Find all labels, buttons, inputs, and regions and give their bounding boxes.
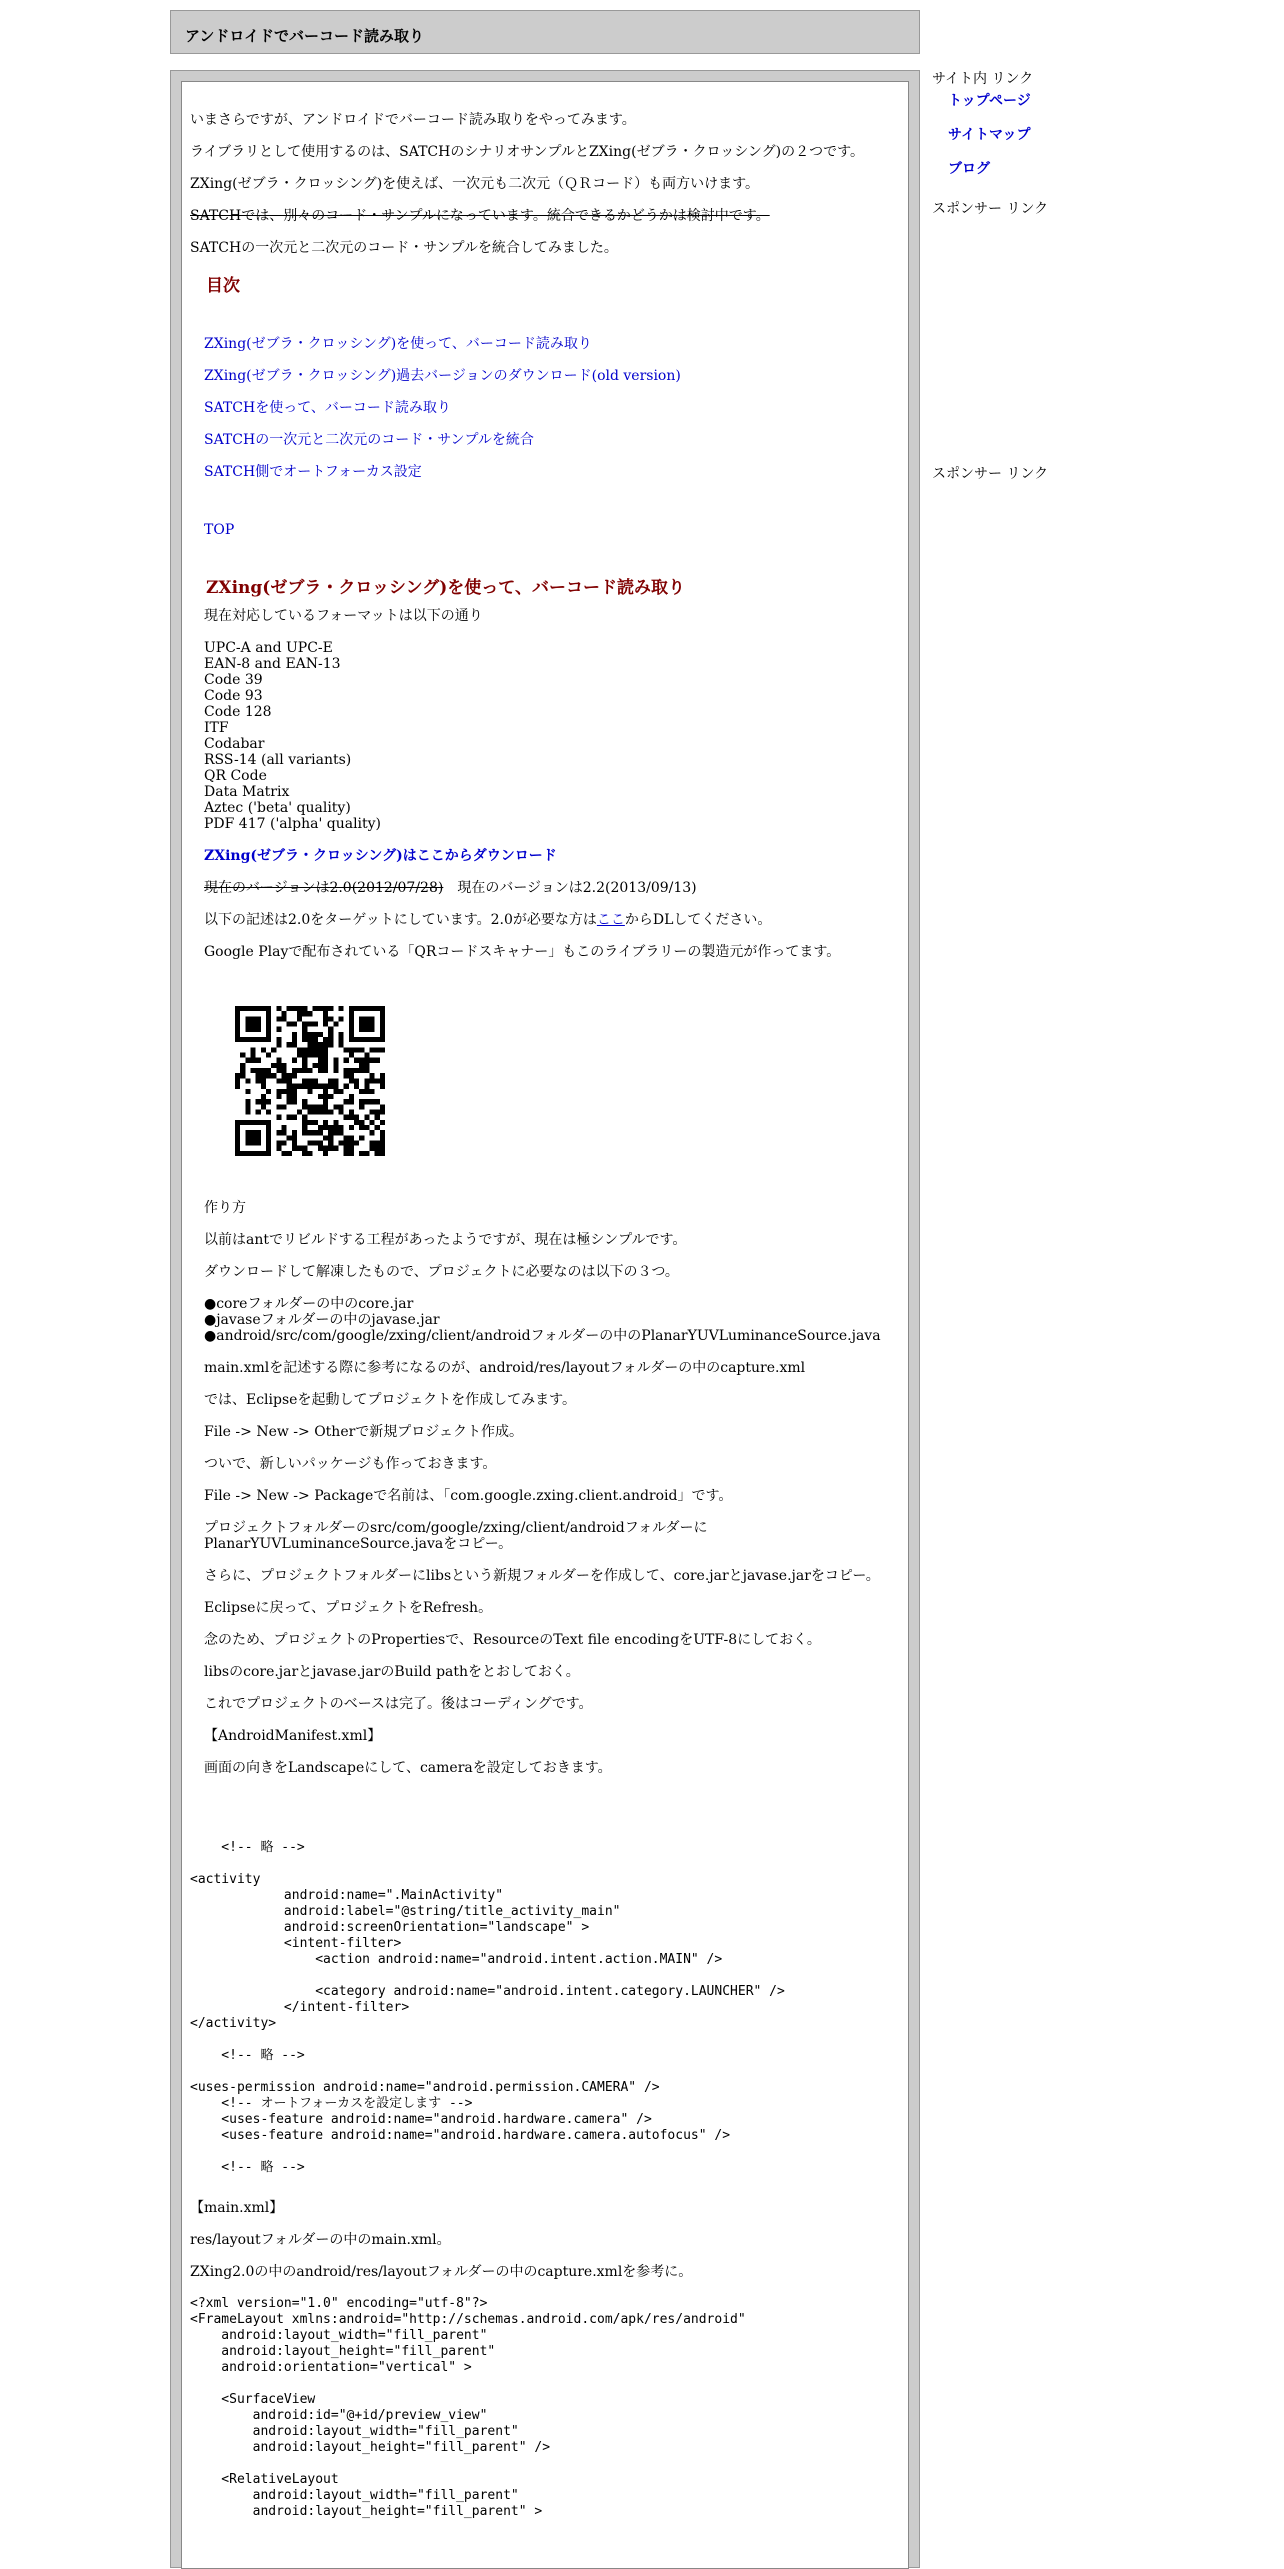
sidebar-link-sitemap[interactable]: サイトマップ	[948, 127, 1031, 143]
howto-step: さらに、プロジェクトフォルダーにlibsという新規フォルダーを作成して、core.jarとjavase.jarをコピー。	[204, 1568, 880, 1584]
google-play-note: Google Playで配布されている「QRコードスキャナー」もこのライブラリーの製造元が作ってます。	[204, 944, 841, 960]
new-version: 現在のバージョンは2.2(2013/09/13)	[443, 880, 697, 896]
toc-link-satch[interactable]: SATCHを使って、バーコード読み取り	[204, 400, 451, 416]
toc-link-zxing-old[interactable]: ZXing(ゼブラ・クロッシング)過去バージョンのダウンロード(old version)	[204, 368, 681, 384]
howto-step: Eclipseに戻って、プロジェクトをRefresh。	[204, 1600, 493, 1616]
howto-step: libsのcore.jarとjavase.jarのBuild pathをとおしておく。	[204, 1664, 580, 1680]
howto-step: ついで、新しいパッケージも作っておきます。	[204, 1456, 497, 1472]
format-item: EAN-8 and EAN-13	[204, 656, 341, 672]
howto-line: 以前はantでリビルドする工程があったようですが、現在は極シンプルです。	[204, 1232, 687, 1248]
toc-heading: 目次	[206, 276, 240, 296]
qr-code-image	[235, 1006, 385, 1156]
site-links-label: サイト内 リンク	[932, 71, 1034, 87]
howto-step: File -> New -> Packageで名前は、「com.google.zxing.client.android」です。	[204, 1488, 733, 1504]
howto-step: main.xmlを記述する際に参考になるのが、android/res/layoutフォルダーの中のcapture.xml	[204, 1360, 806, 1376]
howto-step: プロジェクトフォルダーのsrc/com/google/zxing/client/androidフォルダーにPlanarYUVLuminanceSource.javaをコピー。	[204, 1520, 708, 1552]
format-item: QR Code	[204, 768, 267, 784]
old-version-download-link[interactable]: ここ	[596, 912, 625, 928]
sponsor-label: スポンサー リンク	[932, 466, 1049, 482]
toc-link-satch-merge[interactable]: SATCHの一次元と二次元のコード・サンプルを統合	[204, 432, 534, 448]
toc-link-zxing[interactable]: ZXing(ゼブラ・クロッシング)を使って、バーコード読み取り	[204, 336, 592, 352]
file-item: ●javaseフォルダーの中のjavase.jar	[204, 1312, 440, 1328]
page-title: アンドロイドでバーコード読み取り	[185, 27, 424, 45]
howto-title: 作り方	[204, 1200, 246, 1216]
format-list	[204, 640, 900, 832]
intro-paragraph: いまさらですが、アンドロイドでバーコード読み取りをやってみます。	[190, 112, 636, 128]
format-item: Code 93	[204, 688, 263, 704]
manifest-code-block: <!-- 略 --> <activity android:name=".MainActivity" android:label="@string/title_activity_main" android:screenOrientation="landscape" > <intent-filter> <action android:name="android.intent.action.MAIN" /> <category android:name="android.intent.category.LAUNCHER" /> </intent-filter> </activity> <!-- 略 --> <uses-permission android:name="android.permission.CAMERA" /> <!-- オートフォーカスを設定します --> <uses-feature android:name="android.hardware.camera" /> <uses-feature android:name="android.hardware.camera.autofocus" /> <!-- 略 -->	[190, 1840, 785, 2175]
howto-step: では、Eclipseを起動してプロジェクトを作成してみます。	[204, 1392, 577, 1408]
intro-paragraph: ZXing(ゼブラ・クロッシング)を使えば、一次元も二次元（ＱＲコード）も両方いけます。	[190, 176, 760, 192]
mainxml-title: 【main.xml】	[190, 2200, 284, 2216]
howto-line: ダウンロードして解凍したもので、プロジェクトに必要なのは以下の３つ。	[204, 1264, 679, 1280]
version-line	[190, 880, 900, 896]
format-item: PDF 417 ('alpha' quality)	[204, 816, 382, 832]
format-item: UPC-A and UPC-E	[204, 640, 333, 656]
page-header	[170, 10, 920, 54]
manifest-title: 【AndroidManifest.xml】	[204, 1728, 382, 1744]
target-text: 以下の記述は2.0をターゲットにしています。2.0が必要な方は	[204, 912, 597, 928]
toc-link-top[interactable]: TOP	[204, 522, 235, 538]
main-frame	[170, 70, 920, 2568]
mainxml-line: res/layoutフォルダーの中のmain.xml。	[190, 2232, 451, 2248]
toc-link-satch-autofocus[interactable]: SATCH側でオートフォーカス設定	[204, 464, 422, 480]
intro-paragraph: ライブラリとして使用するのは、SATCHのシナリオサンプルとZXing(ゼブラ・クロッシング)の２つです。	[190, 144, 864, 160]
howto-step: 念のため、プロジェクトのPropertiesで、ResourceのText file encodingをUTF-8にしておく。	[204, 1632, 821, 1648]
howto-step: これでプロジェクトのベースは完了。後はコーディングです。	[204, 1696, 593, 1712]
mainxml-code-block: <?xml version="1.0" encoding="utf-8"?> <FrameLayout xmlns:android="http://schemas.android.com/apk/res/android" android:layout_width="fill_parent" android:layout_height="fill_parent" android:orientation="vertical" > <SurfaceView android:id="@+id/preview_view" android:layout_width="fill_parent" android:layout_height="fill_parent" /> <RelativeLayout android:layout_width="fill_parent" android:layout_height="fill_parent" >	[190, 2296, 746, 2519]
intro-strikethrough: SATCHでは、別々のコード・サンプルになっています。統合できるかどうかは検討中です。	[190, 208, 770, 224]
zxing-download-link[interactable]: ZXing(ゼブラ・クロッシング)はここからダウンロード	[204, 848, 557, 864]
old-version: 現在のバージョンは2.0(2012/07/28)	[204, 880, 444, 896]
mainxml-line: ZXing2.0の中のandroid/res/layoutフォルダーの中のcapture.xmlを参考に。	[190, 2264, 693, 2280]
file-list	[190, 1296, 900, 1344]
file-item: ●coreフォルダーの中のcore.jar	[204, 1296, 414, 1312]
file-item: ●android/src/com/google/zxing/client/androidフォルダーの中のPlanarYUVLuminanceSource.java	[204, 1328, 881, 1344]
format-item: Codabar	[204, 736, 265, 752]
format-item: Data Matrix	[204, 784, 290, 800]
howto-step: 画面の向きをLandscapeにして、cameraを設定しておきます。	[204, 1760, 612, 1776]
format-item: Code 39	[204, 672, 263, 688]
sidebar	[932, 68, 1132, 192]
howto-step: File -> New -> Otherで新規プロジェクト作成。	[204, 1424, 524, 1440]
target-line	[190, 912, 900, 928]
sidebar-link-blog[interactable]: ブログ	[948, 161, 990, 177]
intro-paragraph: SATCHの一次元と二次元のコード・サンプルを統合してみました。	[190, 240, 618, 256]
format-item: Aztec ('beta' quality)	[204, 800, 351, 816]
format-item: Code 128	[204, 704, 272, 720]
main-content-panel[interactable]	[181, 81, 909, 2569]
format-item: RSS-14 (all variants)	[204, 752, 352, 768]
format-item: ITF	[204, 720, 229, 736]
zxing-heading: ZXing(ゼブラ・クロッシング)を使って、バーコード読み取り	[206, 578, 685, 598]
article	[190, 112, 900, 2536]
formats-intro: 現在対応しているフォーマットは以下の通り	[204, 608, 483, 624]
sidebar-link-top-page[interactable]: トップページ	[948, 93, 1031, 109]
target-text: からDLしてください。	[624, 912, 772, 928]
sponsor-label: スポンサー リンク	[932, 201, 1049, 217]
